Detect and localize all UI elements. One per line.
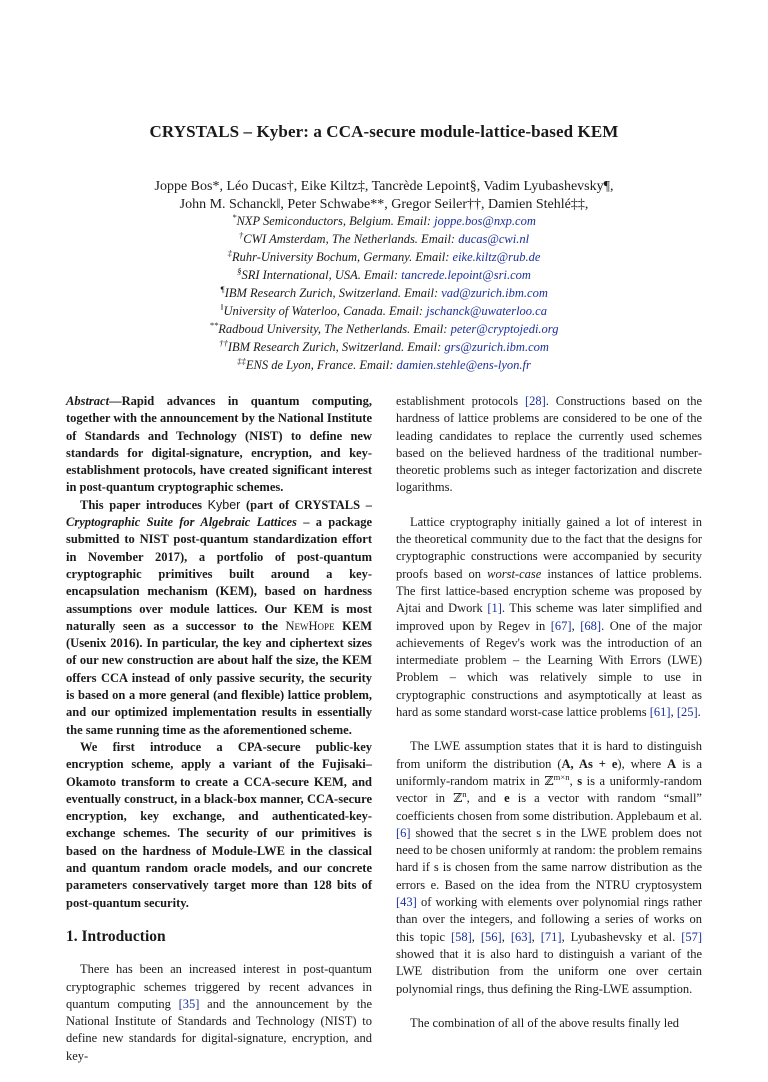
email-link[interactable]: eike.kiltz@rub.de — [452, 250, 541, 264]
citation-link[interactable]: [61] — [649, 705, 671, 720]
email-link[interactable]: jschanck@uwaterloo.ca — [426, 304, 547, 318]
affiliation-item: *NXP Semiconductors, Belgium. Email: joppe.bos@nxp.com — [232, 211, 536, 228]
abstract-label: Abstract — [66, 394, 110, 408]
affiliation-item: ¶IBM Research Zurich, Switzerland. Email: vad@zurich.ibm.com — [220, 283, 548, 300]
body-paragraph: establishment protocols [28]. Constructions based on the hardness of lattice problems are considered to be one of the leading candidates to replace the currently used schemes based on the believed hardness of the traditional number-theoretic problems such as integer factorization and discrete logarithms. — [396, 394, 702, 495]
body-paragraph: The combination of all of the above results finally led — [410, 1015, 680, 1030]
email-link[interactable]: ducas@cwi.nl — [458, 232, 530, 246]
email-link[interactable]: joppe.bos@nxp.com — [434, 214, 536, 228]
affiliation-item: ‖University of Waterloo, Canada. Email: jschanck@uwaterloo.ca — [221, 301, 547, 318]
citation-link[interactable]: [43] — [396, 895, 417, 910]
right-column — [396, 393, 702, 1049]
body-paragraph: There has been an increased interest in post-quantum cryptographic schemes triggered by recent advances in quantum computing [35] and the announcement by the National Institute of Standards and Technology (NIST) to define new standards for digital-signature, encryption, and key- — [66, 962, 372, 1063]
affiliation-item: ††IBM Research Zurich, Switzerland. Email: grs@zurich.ibm.com — [219, 337, 549, 354]
citation-link[interactable]: [71] — [540, 929, 562, 944]
author-list — [0, 178, 768, 214]
affiliation-list — [0, 212, 768, 374]
citation-link[interactable]: [68] — [580, 618, 602, 633]
citation-link[interactable]: [6] — [396, 825, 411, 840]
citation-link[interactable]: [67] — [550, 618, 572, 633]
author-line-2: John M. Schanck‖, Peter Schwabe**, Gregor Seiler††, Damien Stehlé‡‡, — [179, 197, 589, 212]
citation-link[interactable]: [35] — [178, 996, 200, 1011]
email-link[interactable]: peter@cryptojedi.org — [450, 322, 559, 336]
affiliation-item: ‡Ruhr-University Bochum, Germany. Email: eike.kiltz@rub.de — [227, 247, 541, 264]
body-paragraph: The LWE assumption states that it is hard to distinguish from uniform the distribution (A, As + e), where A is a uniformly-random matrix in ℤ$^{m\times n}$, s is a uniformly-random vector in ℤ$^n$, and e is a vector with random “small” coefficients chosen from some distribution. Applebaum et al. [6] showed that the secret s in the LWE problem does not need to be chosen uniformly at random: the problem remains hard if s is chosen from the same narrow distribution as the errors e. Based on the idea from the NTRU cryptosystem [43] of working with elements over polynomial rings rather than over the integers, and following a series of works on this topic [58], [56], [63], [71], Lyubashevsky et al. [57] showed that it is also hard to distinguish a variant of the LWE distribution from the uniform one over certain polynomial rings, thus defining the Ring-LWE assumption. — [396, 739, 703, 996]
affiliation-item: §SRI International, USA. Email: tancrede.lepoint@sri.com — [237, 265, 531, 282]
citation-link[interactable]: [63] — [510, 929, 532, 944]
paper-title: CRYSTALS – Kyber: a CCA-secure module-lattice-based KEM — [149, 122, 619, 141]
abstract-paragraph: This paper introduces Kyber (part of CRYSTALS – Cryptographic Suite for Algebraic Lattices – a package submitted to NIST post-quantum standardization effort in November 2017), a portfolio of post-quantum cryptographic primitives built around a key-encapsulation mechanism (KEM), based on hardness assumptions over module lattices. Our KEM is most naturally seen as a successor to the NewHope KEM (Usenix 2016). In particular, the key and ciphertext sizes of our new construction are about half the size, the KEM offers CCA instead of only passive security, the security is based on a more general (and flexible) lattice problem, and our optimized implementation results in essentially the same running time as the aforementioned scheme. — [66, 497, 373, 737]
citation-link[interactable]: [58] — [450, 929, 472, 944]
email-link[interactable]: damien.stehle@ens-lyon.fr — [396, 358, 531, 372]
citation-link[interactable]: [25] — [676, 705, 698, 720]
email-link[interactable]: vad@zurich.ibm.com — [441, 286, 548, 300]
abstract — [66, 393, 372, 912]
left-column — [66, 393, 372, 1082]
email-link[interactable]: grs@zurich.ibm.com — [444, 340, 549, 354]
affiliation-item: ‡‡ENS de Lyon, France. Email: damien.stehle@ens-lyon.fr — [237, 355, 531, 372]
abstract-paragraph: Abstract—Rapid advances in quantum computing, together with the announcement by the National Institute of Standards and Technology (NIST) to define new standards for digital-signature, encryption, and key-establishment protocols, have created significant interest in post-quantum cryptographic schemes. — [66, 394, 372, 495]
author-line-1: Joppe Bos*, Léo Ducas†, Eike Kiltz‡, Tancrède Lepoint§, Vadim Lyubashevsky¶, — [154, 179, 614, 194]
citation-link[interactable]: [1] — [487, 601, 502, 616]
citation-link[interactable]: [57] — [681, 929, 703, 944]
affiliation-item: †CWI Amsterdam, The Netherlands. Email: ducas@cwi.nl — [238, 229, 530, 246]
email-link[interactable]: tancrede.lepoint@sri.com — [401, 268, 531, 282]
affiliation-item: **Radboud University, The Netherlands. Email: peter@cryptojedi.org — [209, 319, 559, 336]
body-paragraph: Lattice cryptography initially gained a lot of interest in the theoretical community due to the fact that the designs for cryptographic constructions were accompanied by security proofs based on worst-case instances of lattice problems. The first lattice-based encryption scheme was proposed by Ajtai and Dwork [1]. This scheme was later simplified and improved upon by Regev in [67], [68]. One of the major achievements of Regev's work was the introduction of an intermediate problem – the Learning With Errors (LWE) Problem – which was relatively simple to use in cryptographic constructions and asymptotically at least as hard as some standard worst-case lattice problems [61], [25]. — [396, 514, 703, 720]
citation-link[interactable]: [56] — [480, 929, 502, 944]
section-heading: 1. Introduction — [66, 927, 166, 945]
abstract-paragraph: We first introduce a CPA-secure public-key encryption scheme, apply a variant of the Fujisaki–Okamoto transform to create a CCA-secure KEM, and eventually construct, in a black-box manner, CCA-secure encryption, key exchange, and authenticated-key-exchange schemes. The security of our primitives is based on the hardness of Module-LWE in the classical and quantum random oracle models, and our concrete parameters conservatively target more than 128 bits of post-quantum security. — [66, 739, 372, 910]
citation-link[interactable]: [28] — [524, 394, 546, 408]
